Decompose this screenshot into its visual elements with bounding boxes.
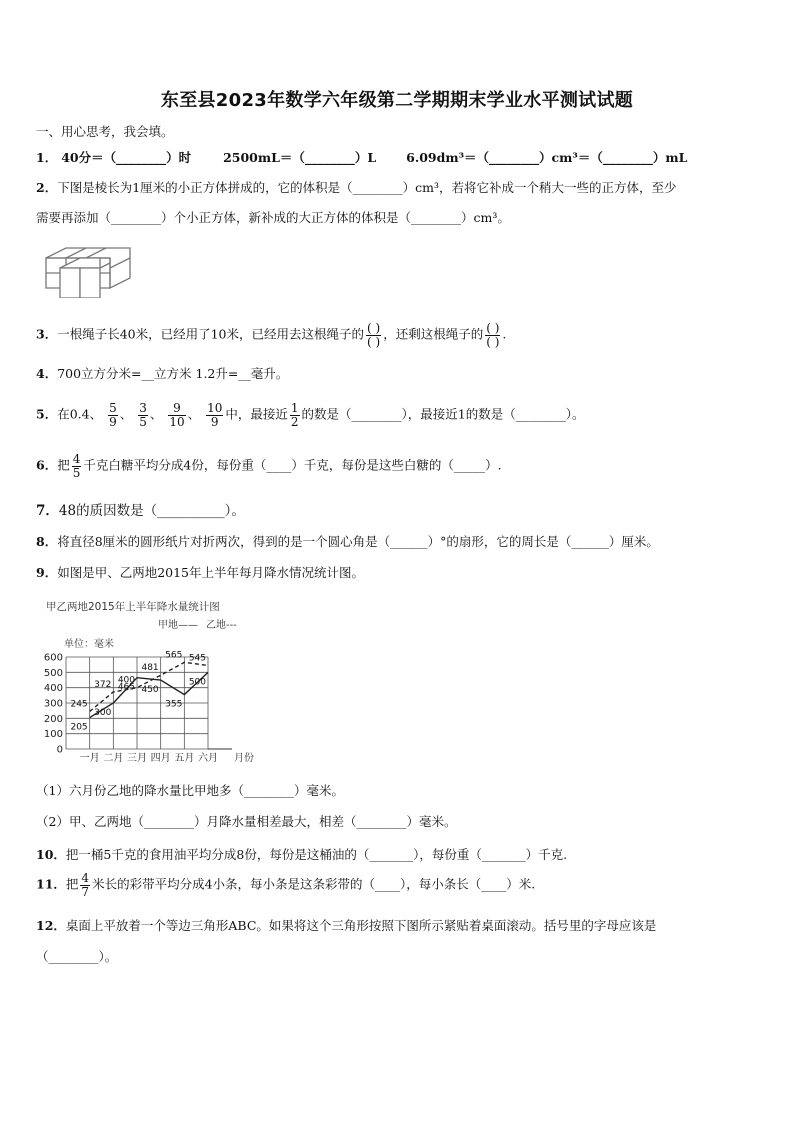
question-9 xyxy=(36,563,364,581)
y-tick-label: 400 xyxy=(43,683,63,695)
unit-label: 单位：毫米 xyxy=(64,639,114,650)
data-label: 565 xyxy=(165,650,183,661)
question-number: 2． xyxy=(36,180,58,195)
data-label: 300 xyxy=(94,708,112,718)
question-number: 11． xyxy=(36,876,66,892)
fraction: $\frac{5}{9}$ xyxy=(109,401,117,429)
x-axis-label: 月份 xyxy=(234,753,254,764)
question-number: 8． xyxy=(36,534,58,549)
question-5: 5．在0.4、 $\frac{5}{9}$ 、 $\frac{3}{5}$ 、 $\frac{9}{10}$ 、 $\frac{10}{9}$ 中，最接近 $\frac{1}{2}$ 的数是（________），最接近1的数是（________）。 xyxy=(36,401,585,429)
x-tick-label: 三月 xyxy=(127,753,147,764)
legend-yi: 乙地--- xyxy=(206,620,237,631)
question-number: 7． xyxy=(36,503,59,519)
question-12 xyxy=(36,916,656,934)
question-number: 1． xyxy=(36,150,58,165)
y-tick-label: 500 xyxy=(43,667,63,679)
q6-suffix: 千克白糖平均分成4份，每份重（____）千克，每份是这些白糖的（_____）. xyxy=(83,457,502,473)
question-4 xyxy=(36,364,288,382)
y-tick-label: 600 xyxy=(43,652,63,664)
x-axis-ticks xyxy=(80,752,218,764)
q8-text: 将直径8厘米的圆形纸片对折两次，得到的是一个圆心角是（______）°的扇形，它的周长是（______）厘米。 xyxy=(57,534,659,549)
question-6 xyxy=(36,453,502,479)
rainfall-line-chart xyxy=(36,597,266,769)
question-number: 4． xyxy=(36,366,58,381)
data-label: 450 xyxy=(141,685,159,695)
data-label: 355 xyxy=(165,699,183,710)
fraction: $\frac{4}{7}$ xyxy=(81,871,90,899)
q11-suffix: 米长的彩带平均分成4小条，每小条是这条彩带的（____），每小条长（____）米. xyxy=(92,876,536,892)
q1-part-a: 40分＝（________）时 xyxy=(61,150,192,165)
legend-jia: 甲地—— xyxy=(158,620,198,631)
q2-text-1: 下图是棱长为1厘米的小正方体拼成的，它的体积是（________）cm³，若将它补成一个稍大一些的正方体，至少 xyxy=(57,180,677,195)
x-tick-label: 六月 xyxy=(198,753,218,764)
q12-text-1: 桌面上平放着一个等边三角形ABC。如果将这个三角形按照下图所示紧贴着桌面滚动。括号里的字母应该是 xyxy=(65,918,657,933)
question-2-line-1 xyxy=(36,178,677,196)
data-label: 465 xyxy=(117,682,135,693)
fraction: $\frac{4}{5}$ xyxy=(72,452,81,480)
q9-text: 如图是甲、乙两地2015年上半年每月降水情况统计图。 xyxy=(57,565,365,580)
fraction: $\frac{10}{9}$ xyxy=(207,401,223,429)
data-label: 372 xyxy=(94,679,112,690)
question-11 xyxy=(36,872,535,898)
q4-text: 700立方分米=__立方米 1.2升=__毫升。 xyxy=(57,366,289,381)
q1-part-c: 6.09dm³＝（________）cm³＝（________）mL xyxy=(406,150,688,165)
question-2-line-2: 需要再添加（________）个小正方体，新补成的大正方体的体积是（________）cm³。 xyxy=(36,210,510,225)
section-heading: 一、用心思考，我会填。 xyxy=(36,124,174,139)
question-3 xyxy=(36,322,506,348)
data-label: 500 xyxy=(188,677,206,688)
question-7 xyxy=(36,499,245,519)
fraction: $\frac{9}{10}$ xyxy=(169,401,185,429)
q5-prefix: 在0.4、 xyxy=(57,406,103,422)
y-tick-label: 100 xyxy=(43,729,63,741)
fraction-blank: $\frac{( )}{( )}$ xyxy=(367,321,381,349)
fraction-blank: $\frac{( )}{( )}$ xyxy=(486,321,500,349)
q11-prefix: 把 xyxy=(65,876,79,892)
fraction: $\frac{3}{5}$ xyxy=(139,401,147,429)
data-label: 481 xyxy=(141,663,159,674)
data-label: 545 xyxy=(188,653,206,664)
y-tick-label: 300 xyxy=(43,698,63,710)
data-label: 400 xyxy=(117,675,135,686)
data-label: 205 xyxy=(70,722,88,733)
x-tick-label: 四月 xyxy=(150,753,171,764)
q5-mid: 中，最接近 xyxy=(225,406,288,422)
chart-series xyxy=(70,650,208,732)
x-tick-label: 五月 xyxy=(174,753,195,764)
cube-figure xyxy=(42,240,134,298)
q3-text-b: ，还剩这根绳子的 xyxy=(383,326,484,342)
question-10 xyxy=(36,845,567,863)
page-title: 东至县2023年数学六年级第二学期期末学业水平测试试题 xyxy=(160,90,634,111)
question-1 xyxy=(36,148,687,166)
question-12-line-2: （________）。 xyxy=(36,949,118,964)
question-number: 5． xyxy=(36,406,58,422)
question-number: 6． xyxy=(36,457,58,473)
question-8 xyxy=(36,532,659,550)
question-number: 9． xyxy=(36,565,58,580)
y-tick-label: 200 xyxy=(43,713,63,725)
question-9-sub-1: （1）六月份乙地的降水量比甲地多（________）毫米。 xyxy=(36,783,344,798)
question-number: 3． xyxy=(36,326,58,342)
fraction: $\frac{1}{2}$ xyxy=(290,401,299,429)
question-number: 12． xyxy=(36,918,66,933)
data-label: 245 xyxy=(70,699,88,710)
q3-text-a: 一根绳子长40米，已经用了10米，已经用去这根绳子的 xyxy=(57,326,365,342)
chart-title: 甲乙两地2015年上半年降水量统计图 xyxy=(46,601,220,613)
q5-suffix: 的数是（________），最接近1的数是（________）。 xyxy=(301,406,585,422)
q1-part-b: 2500mL＝（________）L xyxy=(223,150,377,165)
y-tick-label: 0 xyxy=(56,744,63,756)
x-tick-label: 一月 xyxy=(79,753,100,764)
q3-text-c: . xyxy=(502,326,507,342)
question-number: 10． xyxy=(36,847,66,862)
q7-text: 48的质因数是（__________）。 xyxy=(58,503,245,519)
x-tick-label: 二月 xyxy=(103,753,124,764)
y-axis-ticks xyxy=(44,653,63,756)
q10-text: 把一桶5千克的食用油平均分成8份，每份是这桶油的（_______），每份重（_______）千克. xyxy=(65,847,568,862)
question-9-sub-2: （2）甲、乙两地（________）月降水量相差最大，相差（________）毫米。 xyxy=(36,814,457,829)
q6-prefix: 把 xyxy=(57,457,70,473)
